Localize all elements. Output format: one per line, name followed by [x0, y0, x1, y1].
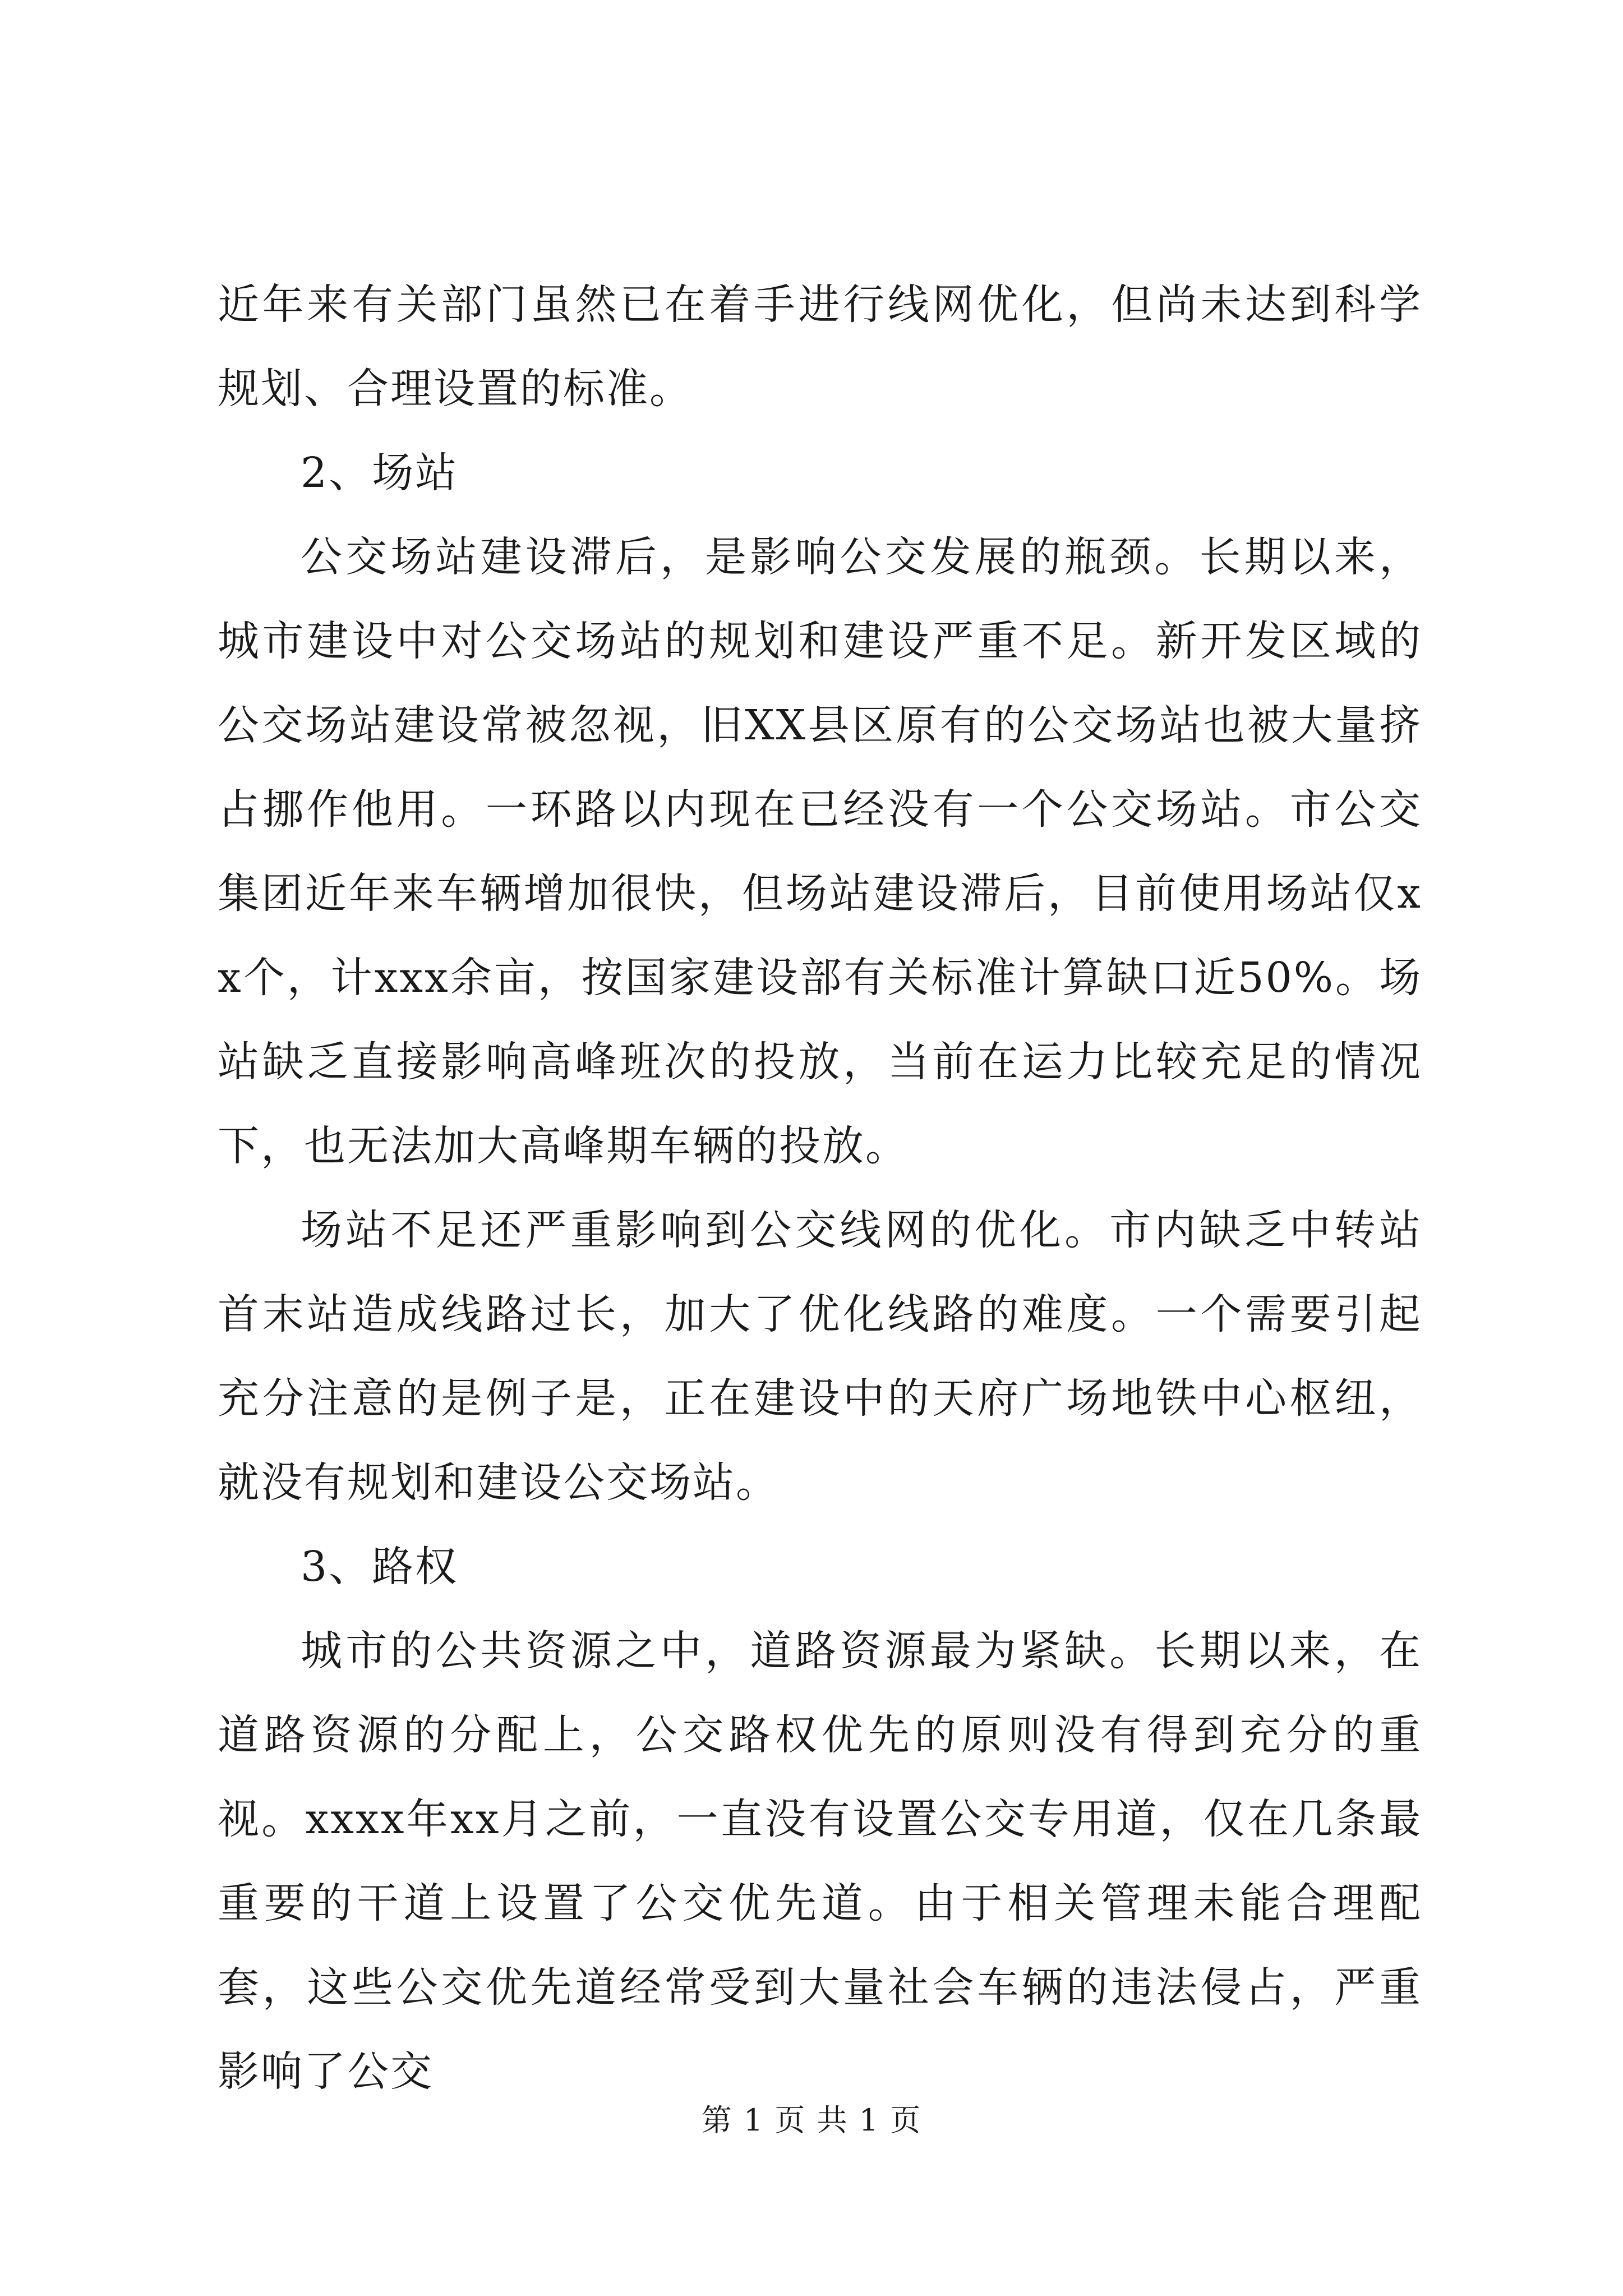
paragraph-stations-network: 场站不足还严重影响到公交线网的优化。市内缺乏中转站首末站造成线路过长，加大了优化线路的难度。一个需要引起充分注意的是例子是，正在建设中的天府广场地铁中心枢纽，就没有规划和建设公交场站。: [218, 1206, 1422, 1507]
paragraph-right-of-way: 城市的公共资源之中，道路资源最为紧缺。长期以来，在道路资源的分配上，公交路权优先的原则没有得到充分的重视。xxxx年xx月之前，一直没有设置公交专用道，仅在几条最重要的干道上设置了公交优先道。由于相关管理未能合理配套，这些公交优先道经常受到大量社会车辆的违法侵占，严重影响了公交: [218, 1627, 1422, 2096]
section-heading-stations: 2、场站: [301, 449, 459, 497]
section-heading-right-of-way: 3、路权: [301, 1543, 459, 1591]
paragraph-stations-lag: 公交场站建设滞后，是影响公交发展的瓶颈。长期以来，城市建设中对公交场站的规划和建设严重不足。新开发区域的公交场站建设常被忽视，旧XX县区原有的公交场站也被大量挤占挪作他用。一环路以内现在已经没有一个公交场站。市公交集团近年来车辆增加很快，但场站建设滞后，目前使用场站仅xx个，计xxx余亩，按国家建设部有关标准计算缺口近50%。场站缺乏直接影响高峰班次的投放，当前在运力比较充足的情况下，也无法加大高峰期车辆的投放。: [218, 533, 1422, 1170]
page-footer: 第 1 页 共 1 页: [701, 2102, 922, 2138]
document-body: [218, 263, 1422, 2114]
paragraph-continuation: 近年来有关部门虽然已在着手进行线网优化，但尚未达到科学规划、合理设置的标准。: [218, 280, 1422, 413]
